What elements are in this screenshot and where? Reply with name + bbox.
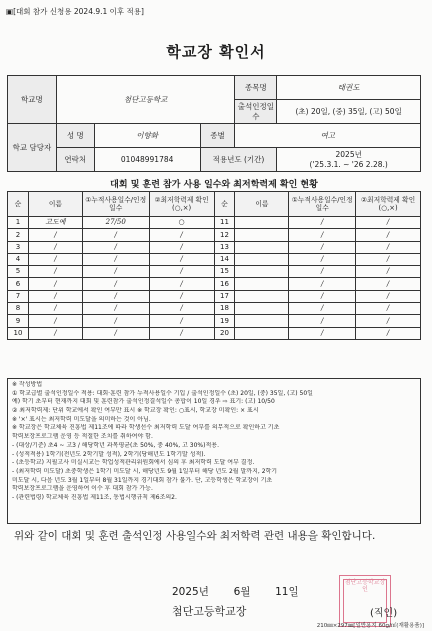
row-days: / (289, 327, 356, 339)
row-name: / (28, 278, 82, 290)
confirmation-statement: 위와 같이 대회 및 훈련 출석인정 사용일수와 최저학력 관련 내용을 확인합니다. (14, 530, 376, 542)
row-name (235, 290, 289, 302)
row-name (235, 315, 289, 327)
row-days: / (289, 315, 356, 327)
row-name: / (28, 241, 82, 253)
table-row (8, 290, 421, 302)
gender-label: 종별 (200, 124, 235, 148)
table-row (8, 315, 421, 327)
row-name (235, 217, 289, 229)
row-check: / (356, 253, 421, 265)
manager-label: 학교 담당자 (8, 124, 57, 172)
row-days: / (289, 253, 356, 265)
notes-heading: ※ 작성방법 (12, 381, 43, 388)
row-no: 1 (8, 217, 29, 229)
notes-line: 학력보장프로그램을 운영하여 이수 후 대회 참가 가능. (12, 485, 153, 493)
issue-year: 2025년 (172, 586, 209, 598)
info-table (7, 75, 421, 172)
row-check: / (149, 327, 214, 339)
year-label: 적용년도 (기간) (200, 148, 277, 172)
application-tag: ▣[대회 참가 신청용 2024.9.1 이후 적용] (6, 7, 144, 16)
row-name: / (28, 327, 82, 339)
row-name (235, 327, 289, 339)
row-check: / (356, 229, 421, 241)
row-no: 19 (214, 315, 235, 327)
row-no: 16 (214, 278, 235, 290)
notes-line: - (초등학교) 지필고사 미실시교는 학업성적관리위원회에서 심의 후 최저학력 도달 여부 결정. (12, 459, 255, 467)
row-no: 4 (8, 253, 29, 265)
row-check: / (356, 278, 421, 290)
row-days: / (82, 303, 149, 315)
notes-line: ① 학교급별 출석인정일수 적용: 대회·훈련 참가 누적사용일수 기입 / 출석인정일수 (초) 20일, (중) 35일, (고) 50일 (12, 389, 313, 397)
seal-inner: 첨단고등학교장인 (343, 579, 387, 623)
header-days-right: ①누적사용일수/인정일수 (289, 192, 356, 217)
school-label: 학교명 (8, 76, 57, 124)
school-seal-stamp (339, 575, 391, 627)
row-check: / (149, 241, 214, 253)
row-check: / (149, 290, 214, 302)
row-no: 18 (214, 303, 235, 315)
row-check: / (149, 266, 214, 278)
row-name: / (28, 253, 82, 265)
contact-label: 연락처 (56, 148, 94, 172)
notes-line: - (성적적용) 1학기(전년도 2학기말 성적), 2학기(당해년도 1학기말 성적). (12, 450, 206, 458)
notes-line: 학력보장프로그램 운영 등 적절한 조치를 취하여야 함. (12, 433, 153, 441)
row-name: 고도예 (28, 217, 82, 229)
days-label: 출석인정일수 (235, 100, 277, 124)
table-row (8, 303, 421, 315)
row-days: / (289, 290, 356, 302)
sport-value: 태권도 (277, 76, 421, 100)
row-no: 8 (8, 303, 29, 315)
row-check: / (149, 315, 214, 327)
notes-line: - (관련법령) 학교체육 진흥법 제11조, 동법시행규칙 제6조의2. (12, 493, 177, 501)
row-name (235, 303, 289, 315)
header-check-left: ②최저학력제 확인(○,×) (149, 192, 214, 217)
paper-spec-note: 210㎜×297㎜[일반용지 60g/㎡(재활용품)] (316, 623, 424, 629)
row-no: 11 (214, 217, 235, 229)
table-row (8, 327, 421, 339)
notes-line: ② 최저학력제: 단위 학교에서 확인 여부만 표시 ※ 학교장 확인: ○표시, 학교장 미확인: × 표시 (12, 407, 259, 415)
issue-date (172, 584, 299, 599)
row-no: 17 (214, 290, 235, 302)
notes-line: 미도달 시, 다음 년도 3월 1일부터 8월 31일까지 경기대회 참가 불가. 단, 고등학생은 학교장이 기초 (12, 476, 273, 484)
row-check: ○ (149, 217, 214, 229)
row-days: / (289, 278, 356, 290)
row-check: / (356, 241, 421, 253)
row-days: / (289, 229, 356, 241)
header-no-right: 순 (214, 192, 235, 217)
row-check: / (149, 278, 214, 290)
row-check: / (356, 266, 421, 278)
header-no-left: 순 (8, 192, 29, 217)
header-name-left: 이름 (28, 192, 82, 217)
row-days: / (289, 217, 356, 229)
contact-value: 01048991784 (94, 148, 200, 172)
row-no: 14 (214, 253, 235, 265)
table-row (8, 241, 421, 253)
row-days: / (82, 315, 149, 327)
row-check: / (149, 303, 214, 315)
year-value: 2025년 (335, 150, 362, 160)
school-value: 첨단고등학교 (56, 76, 235, 124)
page-title: 학교장 확인서 (166, 43, 266, 61)
table-row (8, 229, 421, 241)
row-no: 10 (8, 327, 29, 339)
gender-value: 여고 (235, 124, 421, 148)
row-days: / (289, 266, 356, 278)
row-no: 15 (214, 266, 235, 278)
table-header-row (8, 192, 421, 217)
issue-day: 11일 (275, 586, 299, 598)
row-name (235, 253, 289, 265)
sport-label: 종목명 (235, 76, 277, 100)
table-row (8, 253, 421, 265)
seal-label: (직인) (370, 608, 398, 619)
row-name: / (28, 266, 82, 278)
status-subtitle: 대회 및 훈련 참가 사용 일수와 최저학력제 확인 현황 (110, 180, 318, 190)
row-name: / (28, 290, 82, 302)
notes-line: ※ '×' 표시는 최저학력 미도달을 의미하는 것이 아님. (12, 415, 151, 423)
row-days: / (82, 266, 149, 278)
row-days: / (289, 303, 356, 315)
row-check: / (356, 290, 421, 302)
header-check-right: ②최저학력제 확인(○,×) (356, 192, 421, 217)
issue-month: 6월 (233, 586, 251, 598)
row-no: 7 (8, 290, 29, 302)
row-no: 2 (8, 229, 29, 241)
row-name: / (28, 229, 82, 241)
header-days-left: ①누적사용일수/인정일수 (82, 192, 149, 217)
row-name (235, 266, 289, 278)
row-name: / (28, 303, 82, 315)
row-days: / (82, 278, 149, 290)
status-table-body (8, 192, 421, 340)
table-row (8, 266, 421, 278)
row-days: / (289, 241, 356, 253)
row-days: / (82, 253, 149, 265)
notes-line: - (대상/기준) 초4 ~ 고3 / 해당학년 과목평균(초 50%, 중 40%, 고 30%)적용. (12, 441, 219, 449)
row-check: / (356, 303, 421, 315)
year-cell (277, 148, 421, 172)
notes-line: ※ 학교장은 학교체육 진흥법 제11조에 따라 학생선수 최저학력 도달 여부를 의무적으로 확인하고 기초 (12, 424, 280, 432)
table-row (8, 278, 421, 290)
row-days: 27/50 (82, 217, 149, 229)
row-days: / (82, 327, 149, 339)
row-no: 9 (8, 315, 29, 327)
notes-line: 예) 학기 초부터 현재까지 대회 및 훈련참가 출석인정결석일수 총합이 10일 경우 ⇨ 표기: (고) 10/50 (12, 398, 275, 406)
row-days: / (82, 290, 149, 302)
row-days: / (82, 229, 149, 241)
row-check: / (356, 217, 421, 229)
row-check: / (149, 229, 214, 241)
row-no: 6 (8, 278, 29, 290)
row-name: / (28, 315, 82, 327)
name-value: 이향화 (94, 124, 200, 148)
name-label: 성 명 (56, 124, 94, 148)
days-value: (초) 20일, (중) 35일, (고) 50일 (277, 100, 421, 124)
status-table (7, 191, 421, 340)
writing-instructions (7, 378, 421, 524)
period-value: ('25.3.1. ~ '26 2.28.) (309, 159, 388, 169)
row-no: 12 (214, 229, 235, 241)
row-no: 13 (214, 241, 235, 253)
row-name (235, 229, 289, 241)
notes-line: - (최저학력 미도달) 초중학생은 1학기 미도달 시, 해당년도 9월 1일부터 해당 년도 2월 말까지, 2학기 (12, 467, 278, 475)
row-check: / (356, 315, 421, 327)
row-check: / (356, 327, 421, 339)
row-name (235, 278, 289, 290)
row-no: 5 (8, 266, 29, 278)
row-no: 3 (8, 241, 29, 253)
row-no: 20 (214, 327, 235, 339)
row-name (235, 241, 289, 253)
table-row (8, 217, 421, 229)
row-check: / (149, 253, 214, 265)
header-name-right: 이름 (235, 192, 289, 217)
row-days: / (82, 241, 149, 253)
principal-signature: 첨단고등학교장 (172, 605, 247, 618)
